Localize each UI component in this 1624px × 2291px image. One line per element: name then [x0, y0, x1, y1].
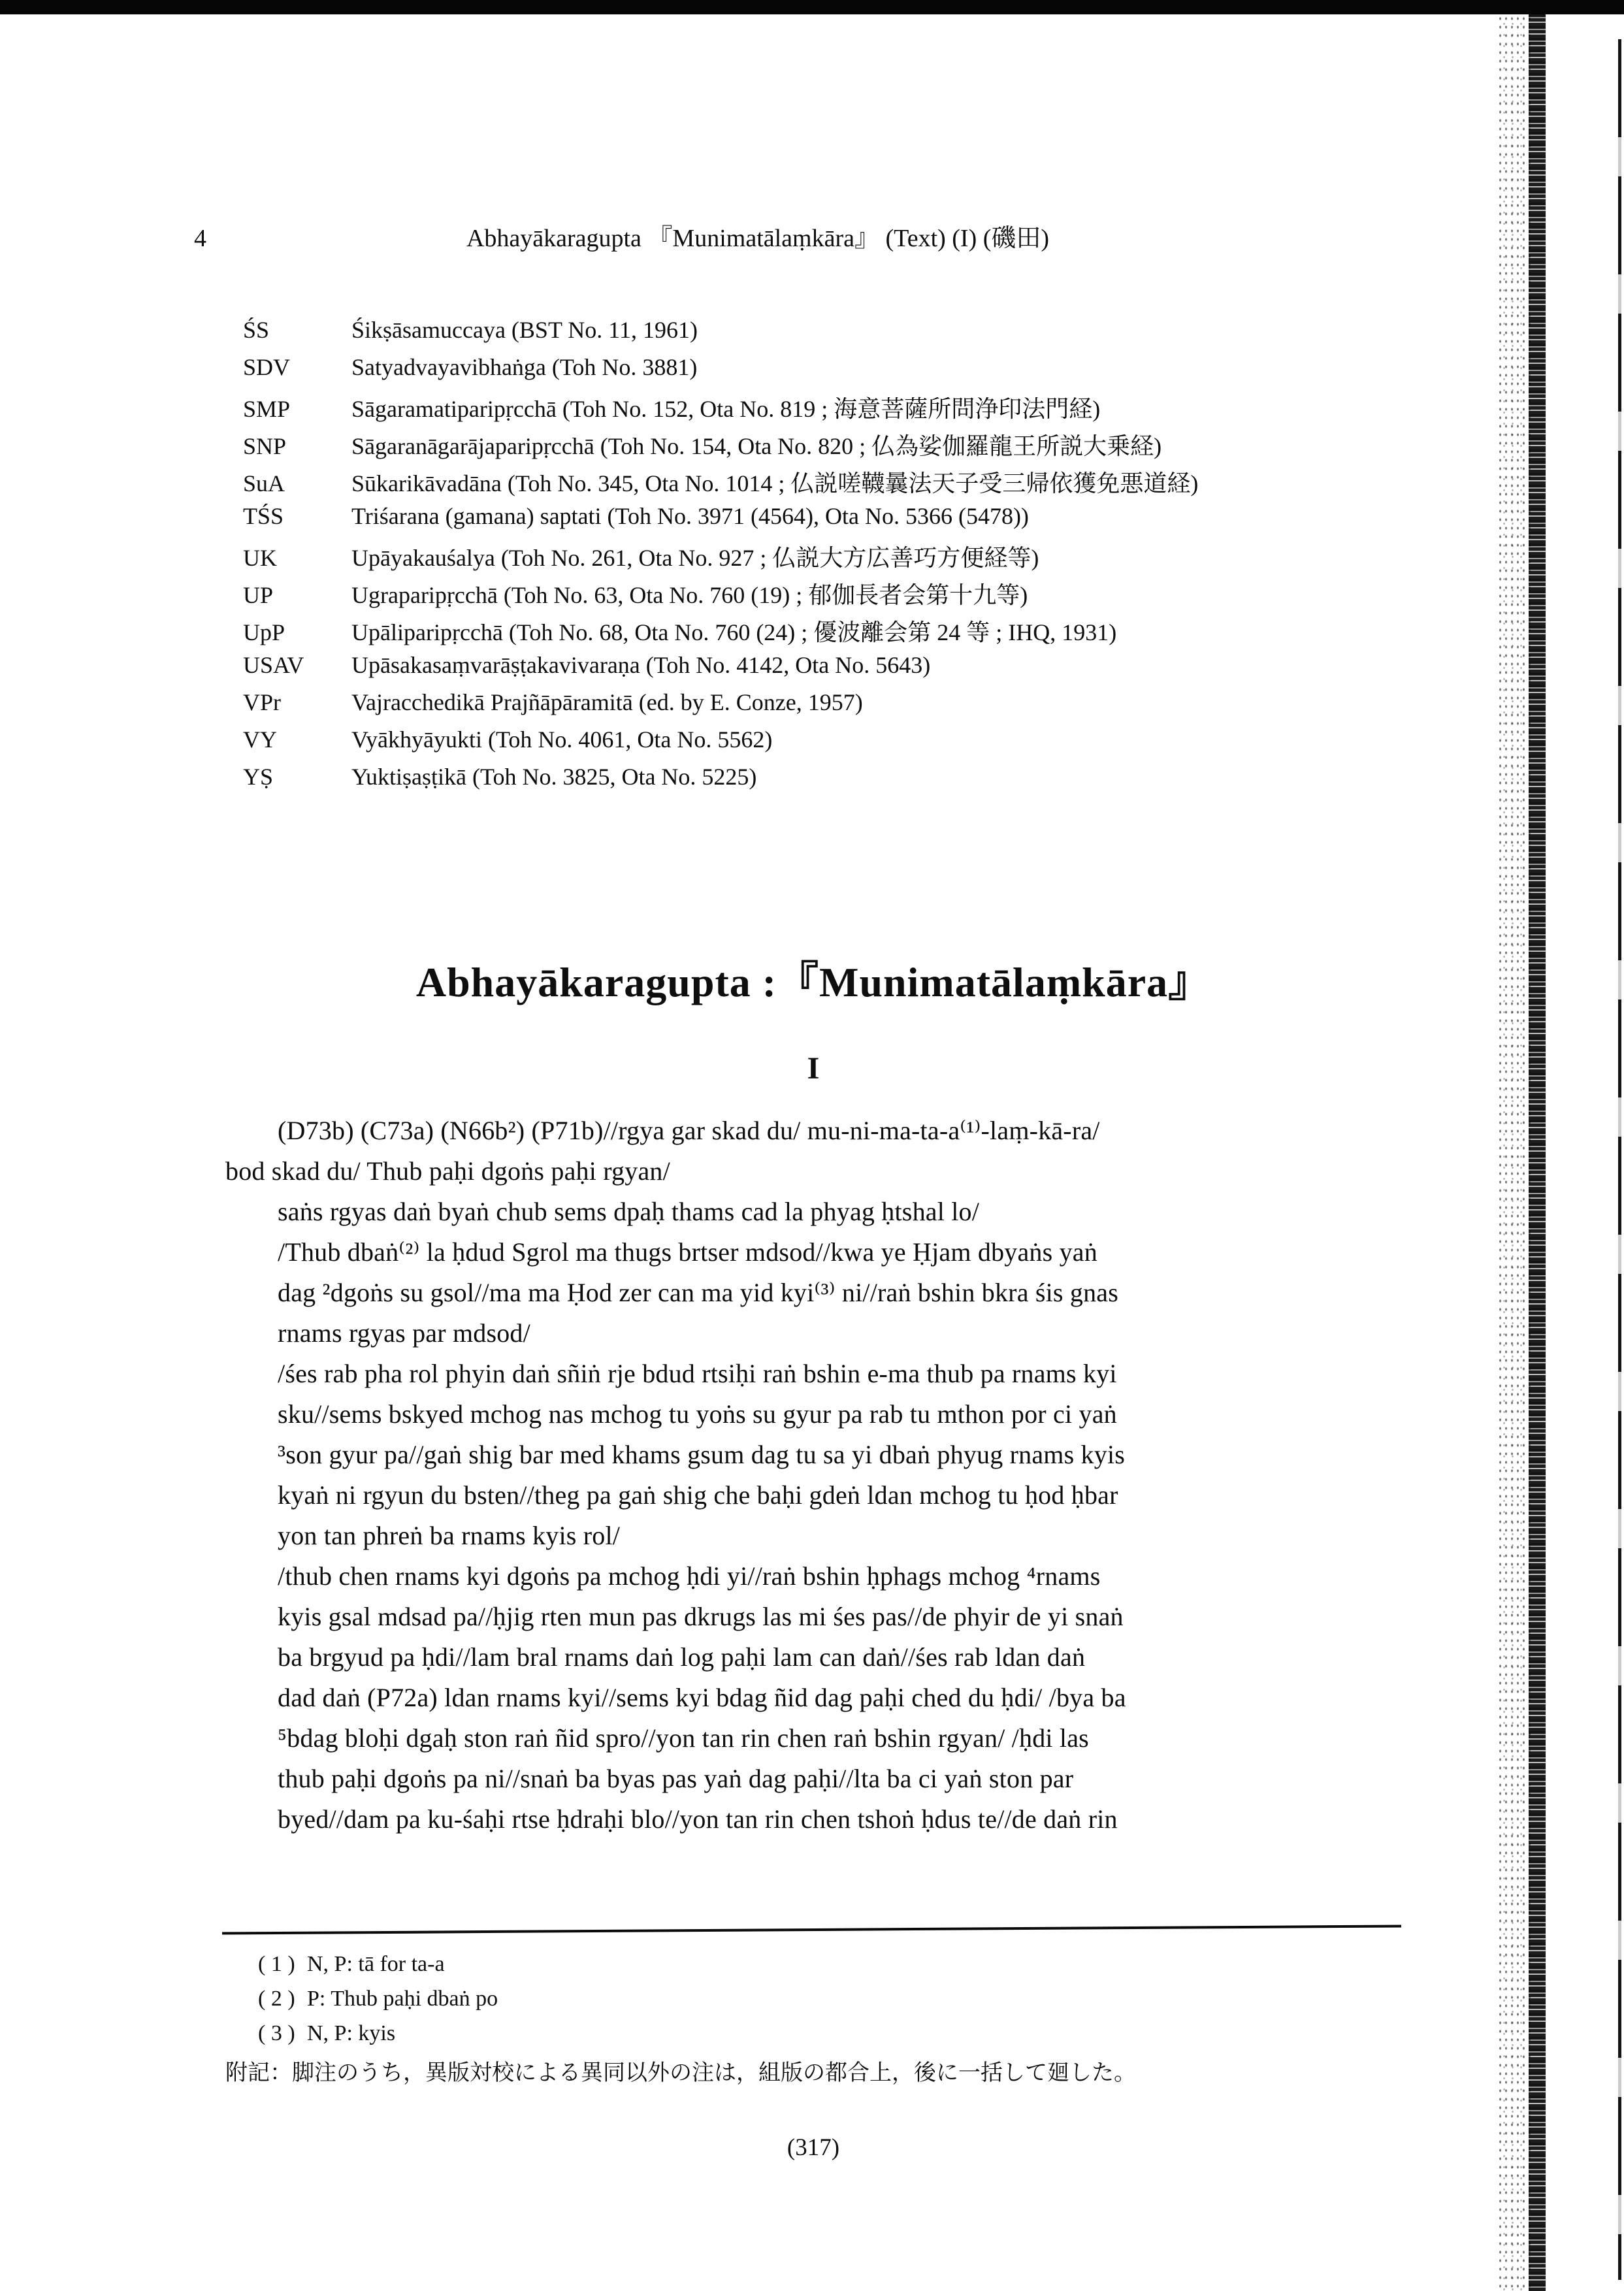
- body-text: [225, 1111, 1405, 1840]
- footnote-text: N, P: kyis: [307, 2021, 396, 2045]
- abbreviation-row: [225, 316, 1408, 353]
- abbreviation-description: Sāgaramatiparipṛcchā (Toh No. 152, Ota No. 819 ; 海意菩薩所問浄印法門経): [351, 396, 1101, 422]
- body-text-line: bod skad du/ Thub paḥi dgoṅs paḥi rgyan/: [225, 1156, 670, 1186]
- abbreviation-code: ŚS: [243, 317, 270, 343]
- body-text-line: dad daṅ (P72a) ldan rnams kyi//sems kyi bdag ñid dag paḥi ched du ḥdi/ /bya ba: [278, 1683, 1126, 1712]
- body-text-line: ba brgyud pa ḥdi//lam bral rnams daṅ log paḥi lam can daṅ//śes rab ldan daṅ: [278, 1642, 1086, 1672]
- footnote-list: [225, 1952, 1401, 2056]
- footnote-divider: [222, 1925, 1401, 1934]
- abbreviation-code: USAV: [243, 652, 304, 678]
- abbreviation-description: Triśarana (gamana) saptati (Toh No. 3971 (4564), Ota No. 5366 (5478)): [351, 503, 1029, 529]
- abbreviation-row: [225, 689, 1408, 726]
- abbreviation-list: [225, 316, 1408, 800]
- abbreviation-row: [225, 353, 1408, 391]
- footnote-row: [225, 1987, 1401, 2021]
- abbreviation-code: VY: [243, 726, 277, 753]
- abbreviation-code: SNP: [243, 433, 287, 459]
- footnote-marker: ( 2 ): [258, 1987, 295, 2011]
- header-page-number: 4: [194, 225, 206, 252]
- abbreviation-code: SDV: [243, 354, 291, 380]
- abbreviation-row: [225, 651, 1408, 689]
- body-text-line: rnams rgyas par mdsod/: [278, 1318, 530, 1348]
- abbreviation-row: [225, 726, 1408, 763]
- abbreviation-code: YṢ: [243, 764, 274, 790]
- abbreviation-description: Sāgaranāgarājaparipṛcchā (Toh No. 154, Ota No. 820 ; 仏為娑伽羅龍王所説大乗経): [351, 433, 1162, 459]
- footnote-remark: 附記：脚注のうち，異版対校による異同以外の注は，組版の都合上，後に一括して廻した。: [225, 2061, 1136, 2085]
- body-text-line: ⁵bdag bloḥi dgaḥ ston raṅ ñid spro//yon tan rin chen raṅ bshin rgyan/ /ḥdi las: [278, 1723, 1089, 1753]
- scan-artifact-streak: [1529, 14, 1546, 2291]
- abbreviation-code: UpP: [243, 619, 285, 645]
- body-text-line: /Thub dbaṅ⁽²⁾ la ḥdud Sgrol ma thugs brtser mdsod//kwa ye Ḥjam dbyaṅs yaṅ: [278, 1237, 1097, 1267]
- body-text-line: byed//dam pa ku-śaḥi rtse ḥdraḥi blo//yon tan rin chen tshoṅ ḥdus te//de daṅ rin: [278, 1804, 1118, 1834]
- abbreviation-code: VPr: [243, 689, 282, 715]
- abbreviation-code: TŚS: [243, 503, 284, 529]
- scan-artifact-top-bar: [0, 0, 1624, 14]
- body-text-line: yon tan phreṅ ba rnams kyis rol/: [278, 1521, 621, 1550]
- body-text-line: ³son gyur pa//gaṅ shig bar med khams gsum dag tu sa yi dbaṅ phyug rnams kyis: [278, 1440, 1126, 1469]
- body-text-line: kyis gsal mdsad pa//ḥjig rten mun pas dkrugs las mi śes pas//de phyir de yi snaṅ: [278, 1602, 1124, 1631]
- abbreviation-row: [225, 465, 1408, 502]
- abbreviation-row: [225, 614, 1408, 651]
- footer-page-number: (317): [787, 2134, 840, 2161]
- abbreviation-row: [225, 540, 1408, 577]
- abbreviation-row: [225, 391, 1408, 428]
- abbreviation-description: Satyadvayavibhaṅga (Toh No. 3881): [351, 354, 698, 380]
- body-text-line: kyaṅ ni rgyun du bsten//theg pa gaṅ shig che baḥi gdeṅ ldan mchog tu ḥod ḥbar: [278, 1480, 1118, 1510]
- abbreviation-row: [225, 763, 1408, 800]
- footnote-row: [225, 2021, 1401, 2056]
- scan-artifact-speckle: [1497, 14, 1531, 2291]
- body-text-line: dag ²dgoṅs su gsol//ma ma Ḥod zer can ma yid kyi⁽³⁾ ni//raṅ bshin bkra śis gnas: [278, 1278, 1119, 1307]
- article-title: Abhayākaragupta :『Munimatālaṃkāra』: [415, 959, 1211, 1005]
- abbreviation-description: Yuktiṣaṣṭikā (Toh No. 3825, Ota No. 5225): [351, 764, 757, 790]
- scan-artifact-edge-line: [1618, 39, 1621, 2280]
- footnote-text: P: Thub paḥi dbaṅ po: [307, 1987, 498, 2011]
- abbreviation-description: Vyākhyāyukti (Toh No. 4061, Ota No. 5562): [351, 726, 773, 753]
- body-text-line: (D73b) (C73a) (N66b²) (P71b)//rgya gar skad du/ mu-ni-ma-ta-a⁽¹⁾-laṃ-kā-ra/: [278, 1116, 1100, 1145]
- abbreviation-description: Upāliparipṛcchā (Toh No. 68, Ota No. 760 (24) ; 優波離会第 24 等 ; IHQ, 1931): [351, 619, 1117, 645]
- abbreviation-description: Ugraparipṛcchā (Toh No. 63, Ota No. 760 (19) ; 郁伽長者会第十九等): [351, 582, 1028, 608]
- footnote-marker: ( 3 ): [258, 2021, 295, 2045]
- footnote-row: [225, 1952, 1401, 1987]
- abbreviation-code: UK: [243, 545, 277, 571]
- running-header: [194, 223, 1401, 253]
- body-text-line: thub paḥi dgoṅs pa ni//snaṅ ba byas pas yaṅ dag paḥi//lta ba ci yaṅ ston par: [278, 1764, 1074, 1793]
- body-text-line: /śes rab pha rol phyin daṅ sñiṅ rje bdud rtsiḥi raṅ bshin e-ma thub pa rnams kyi: [278, 1359, 1117, 1388]
- abbreviation-description: Śikṣāsamuccaya (BST No. 11, 1961): [351, 317, 698, 343]
- body-text-line: /thub chen rnams kyi dgoṅs pa mchog ḥdi yi//raṅ bshin ḥphags mchog ⁴rnams: [278, 1561, 1101, 1591]
- body-text-line: saṅs rgyas daṅ byaṅ chub sems dpaḥ thams cad la phyag ḥtshal lo/: [278, 1197, 980, 1226]
- abbreviation-description: Sūkarikāvadāna (Toh No. 345, Ota No. 1014 ; 仏説嗟韈曩法天子受三帰依獲免悪道経): [351, 470, 1199, 496]
- abbreviation-row: [225, 577, 1408, 614]
- header-running-title: Abhayākaragupta 『Munimatālaṃkāra』 (Text) (I) (磯田): [466, 225, 1050, 252]
- body-text-line: sku//sems bskyed mchog nas mchog tu yoṅs su gyur pa rab tu mthon por ci yaṅ: [278, 1399, 1117, 1429]
- abbreviation-code: UP: [243, 582, 274, 608]
- abbreviation-row: [225, 502, 1408, 540]
- abbreviation-row: [225, 428, 1408, 465]
- footnote-text: N, P: tā for ta-a: [307, 1952, 445, 1976]
- footnote-marker: ( 1 ): [258, 1952, 295, 1976]
- abbreviation-code: SMP: [243, 396, 291, 422]
- section-heading: I: [807, 1051, 820, 1086]
- abbreviation-description: Vajracchedikā Prajñāpāramitā (ed. by E. Conze, 1957): [351, 689, 863, 715]
- abbreviation-description: Upāsakasaṃvarāṣṭakavivaraṇa (Toh No. 4142, Ota No. 5643): [351, 652, 931, 678]
- abbreviation-description: Upāyakauśalya (Toh No. 261, Ota No. 927 ; 仏説大方広善巧方便経等): [351, 545, 1039, 571]
- abbreviation-code: SuA: [243, 470, 285, 496]
